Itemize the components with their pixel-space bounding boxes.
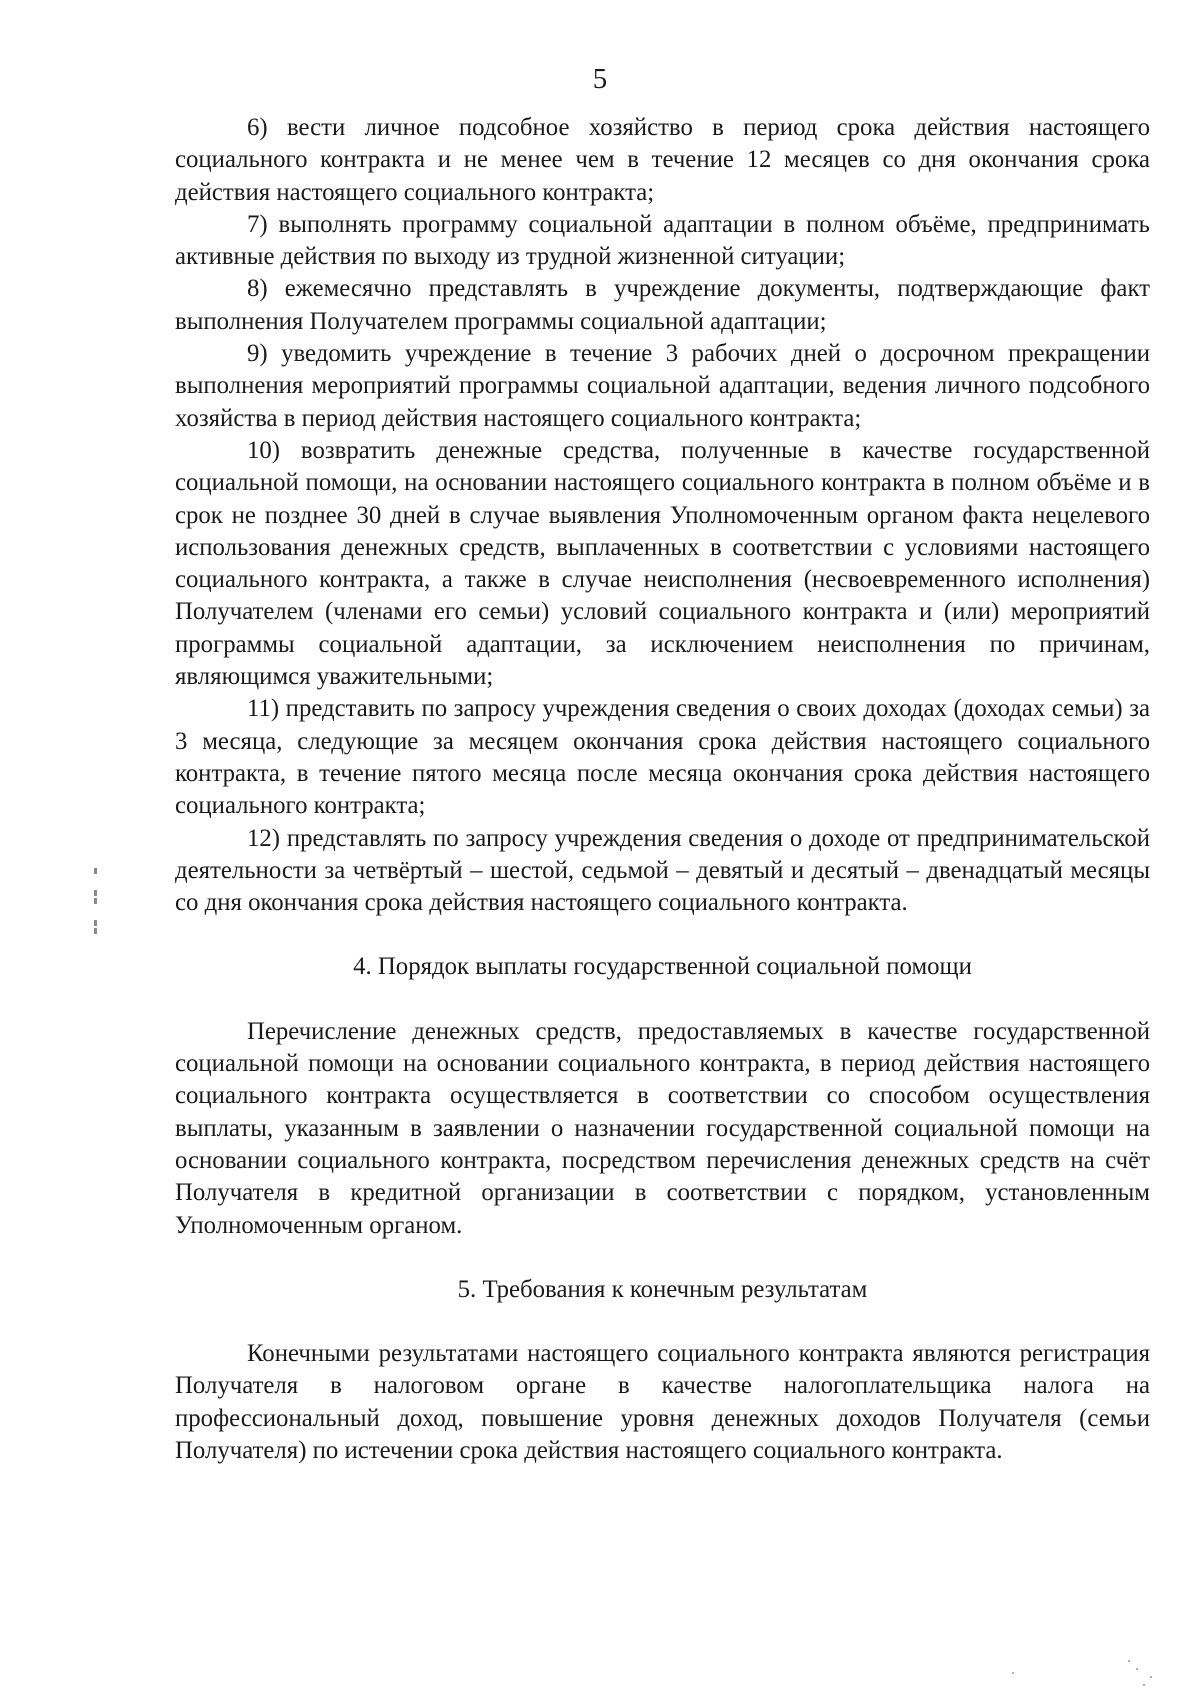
section-4-paragraph: Перечисление денежных средств, предоставляемых в качестве государственной социальной помощи на основании социального контракта, в период действия настоящего социального контракта осуществляется в соответствии со способом осуществления выплаты, указанным в заявлении о назначении государственной социальной помощи на основании социального контракта, посредством перечисления денежных средств на счёт Получателя в кредитной организации в соответствии с порядком, установленным Уполномоченным органом. (175, 1017, 1150, 1239)
page-number: 5 (592, 63, 608, 95)
section-4-heading: 4. Порядок выплаты государственной социальной помощи (353, 953, 972, 981)
list-item-8: 8) ежемесячно представлять в учреждение документы, подтверждающие факт выполнения Получателем программы социальной адаптации; (175, 275, 1150, 335)
list-item-9: 9) уведомить учреждение в течение 3 рабочих дней о досрочном прекращении выполнения мероприятий программы социальной адаптации, ведения личного подсобного хозяйства в период действия настоящего социального контракта; (175, 340, 1150, 432)
section-5-paragraph: Конечными результатами настоящего социального контракта являются регистрация Получателя в налоговом органе в качестве налогоплательщика налога на профессиональный доход, повышение уровня денежных доходов Получателя (семьи Получателя) по истечении срока действия настоящего социального контракта. (175, 1340, 1150, 1464)
scan-margin-marks (88, 868, 106, 968)
document-body (175, 112, 1150, 1467)
list-item-6: 6) вести личное подсобное хозяйство в период срока действия настоящего социального контракта и не менее чем в течение 12 месяцев со дня окончания срока действия настоящего социального контракта; (175, 114, 1150, 206)
section-5-heading: 5. Требования к конечным результатам (457, 1275, 868, 1303)
list-item-10: 10) возвратить денежные средства, полученные в качестве государственной социальной помощи, на основании настоящего социального контракта в полном объёме и в срок не позднее 30 дней в случае выявления Уполномоченным органом факта нецелевого использования денежных средств, выплаченных в соответствии с условиями настоящего социального контракта, а также в случае неисполнения (несвоевременного исполнения) Получателем (членами его семьи) условий социального контракта и (или) мероприятий программы социальной адаптации, за исключением неисполнения по причинам, являющимся уважительными; (175, 436, 1150, 691)
list-item-12: 12) представлять по запросу учреждения сведения о доходе от предпринимательской деятельности за четвёртый – шестой, седьмой – девятый и десятый – двенадцатый месяцы со дня окончания срока действия настоящего социального контракта. (175, 824, 1150, 917)
list-item-11: 11) представить по запросу учреждения сведения о своих доходах (доходах семьи) за 3 месяца, следующие за месяцем окончания срока действия настоящего социального контракта, в течение пятого месяца после месяца окончания срока действия настоящего социального контракта; (175, 695, 1150, 820)
list-item-7: 7) выполнять программу социальной адаптации в полном объёме, предпринимать активные действия по выходу из трудной жизненной ситуации; (175, 210, 1150, 271)
